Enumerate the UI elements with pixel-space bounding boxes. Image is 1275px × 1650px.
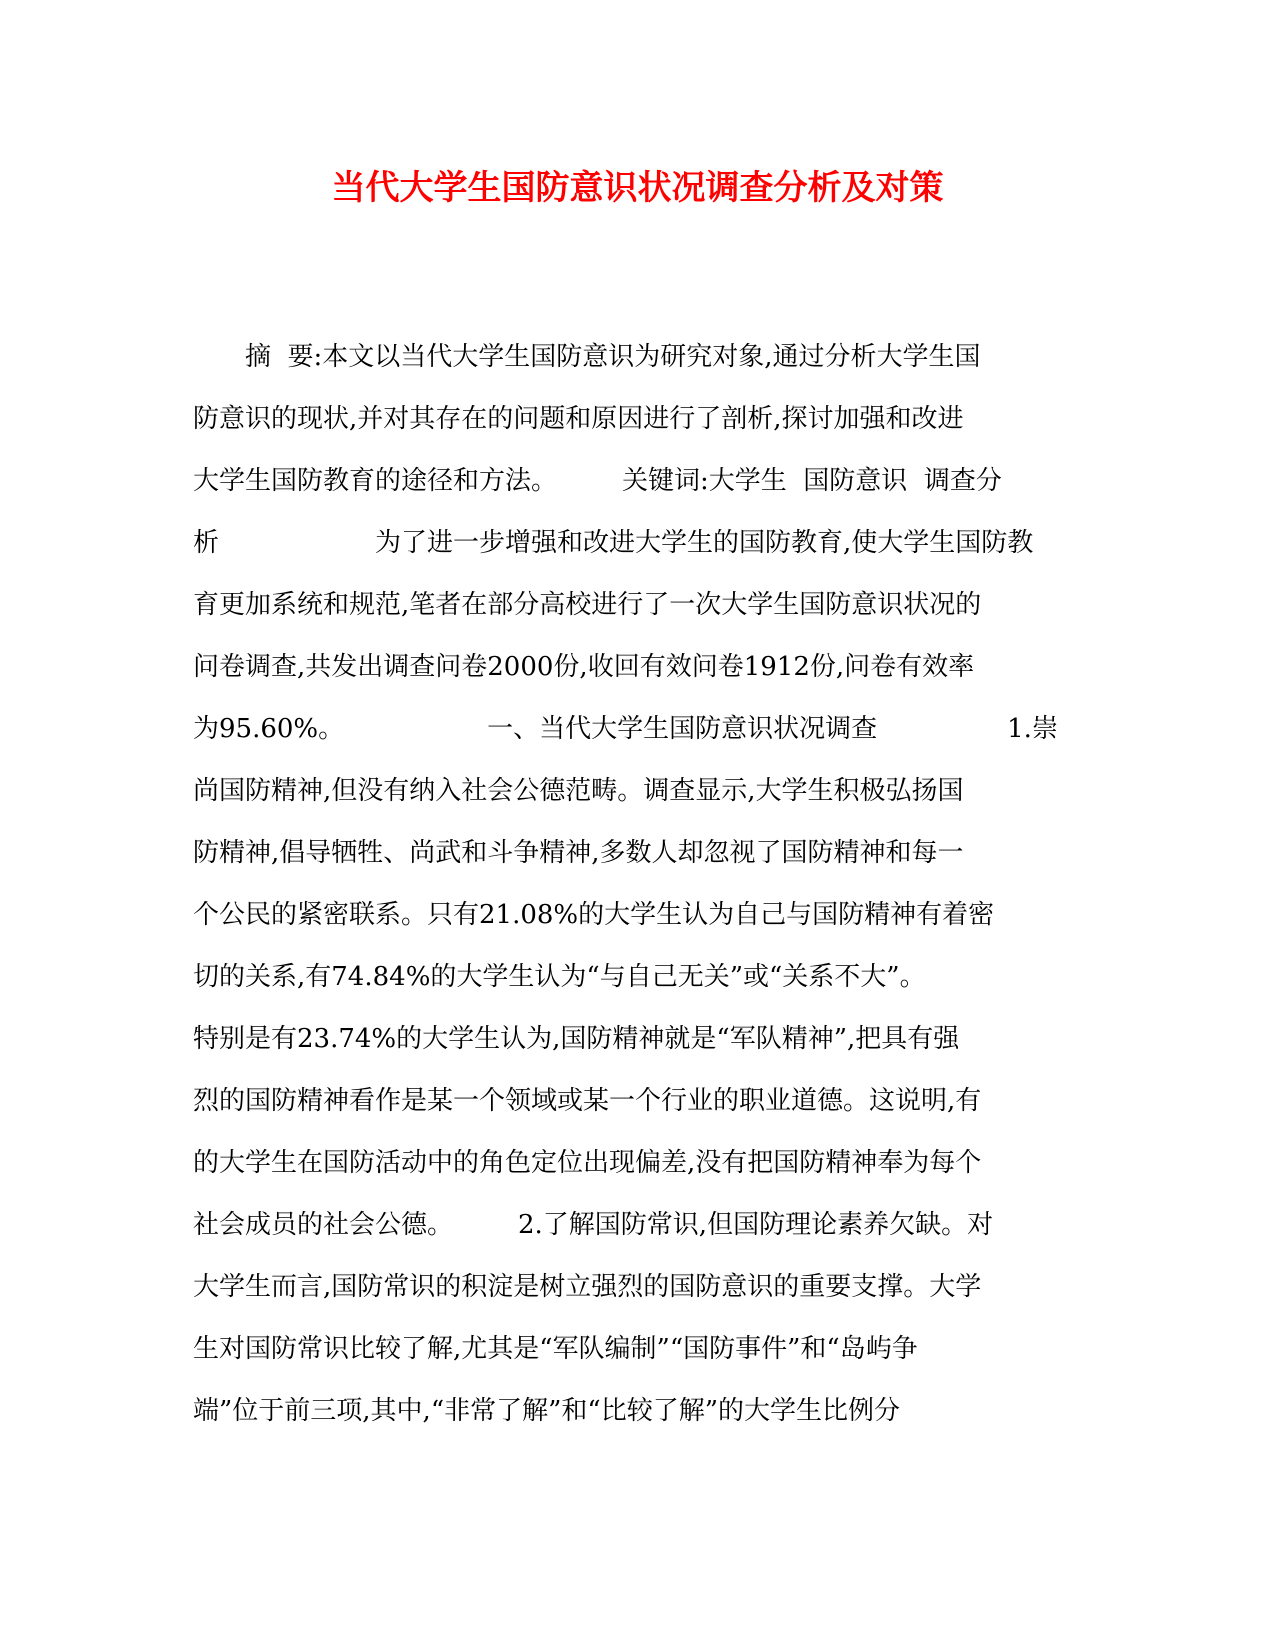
body-line: 防精神,倡导牺牲、尚武和斗争精神,多数人却忽视了国防精神和每一 — [193, 838, 964, 868]
body-line: 端”位于前三项,其中,“非常了解”和“比较了解”的大学生比例分 — [193, 1396, 900, 1426]
body-line: 析 为了进一步增强和改进大学生的国防教育,使大学生国防教 — [193, 528, 1034, 558]
body-line: 问卷调查,共发出调查问卷2000份,收回有效问卷1912份,问卷有效率 — [193, 652, 975, 682]
body-line: 防意识的现状,并对其存在的问题和原因进行了剖析,探讨加强和改进 — [193, 404, 964, 434]
body-line: 生对国防常识比较了解,尤其是“军队编制”“国防事件”和“岛屿争 — [193, 1334, 918, 1364]
body-line: 社会成员的社会公德。 2.了解国防常识,但国防理论素养欠缺。对 — [193, 1210, 994, 1240]
body-line: 大学生国防教育的途径和方法。 关键词:大学生 国防意识 调查分 — [193, 466, 1002, 496]
body-line: 大学生而言,国防常识的积淀是树立强烈的国防意识的重要支撑。大学 — [193, 1272, 982, 1302]
body-line: 切的关系,有74.84%的大学生认为“与自己无关”或“关系不大”。 — [193, 962, 926, 992]
body-line: 育更加系统和规范,笔者在部分高校进行了一次大学生国防意识状况的 — [193, 590, 982, 620]
body-line: 特别是有23.74%的大学生认为,国防精神就是“军队精神”,把具有强 — [193, 1024, 960, 1054]
body-line: 为95.60%。 一、当代大学生国防意识状况调查 1.崇 — [193, 714, 1058, 744]
body-line: 摘 要:本文以当代大学生国防意识为研究对象,通过分析大学生国 — [193, 342, 981, 372]
document-title: 当代大学生国防意识状况调查分析及对策 — [331, 168, 944, 208]
body-line: 的大学生在国防活动中的角色定位出现偏差,没有把国防精神奉为每个 — [193, 1148, 982, 1178]
body-line: 烈的国防精神看作是某一个领域或某一个行业的职业道德。这说明,有 — [193, 1086, 982, 1116]
body-line: 尚国防精神,但没有纳入社会公德范畴。调查显示,大学生积极弘扬国 — [193, 776, 964, 806]
body-line: 个公民的紧密联系。只有21.08%的大学生认为自己与国防精神有着密 — [193, 900, 995, 930]
